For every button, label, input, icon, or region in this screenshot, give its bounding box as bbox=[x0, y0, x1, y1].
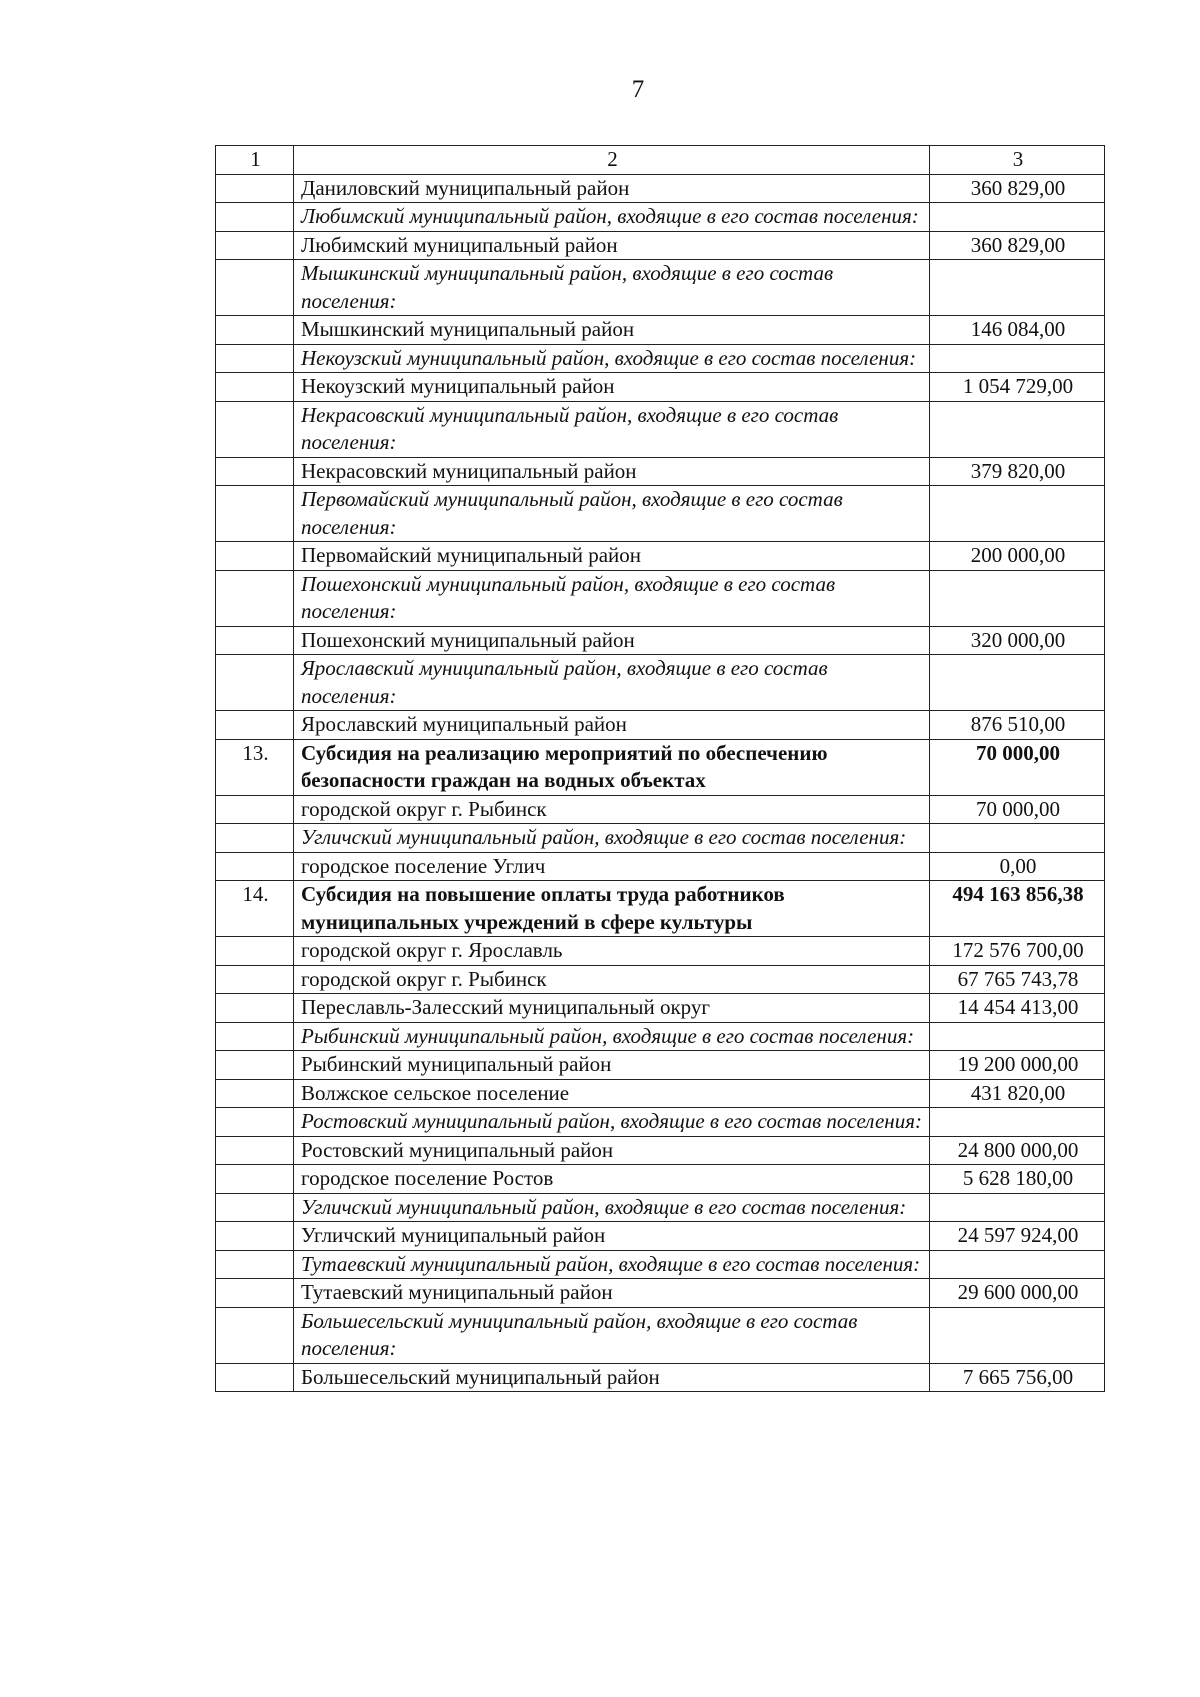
group-heading-row bbox=[216, 260, 1105, 316]
recipient-name: Большесельский муниципальный район bbox=[294, 1363, 930, 1392]
table-row bbox=[216, 1363, 1105, 1392]
table-row bbox=[216, 457, 1105, 486]
subsidy-amount: 876 510,00 bbox=[930, 711, 1105, 740]
table-row bbox=[216, 231, 1105, 260]
group-heading-row bbox=[216, 1108, 1105, 1137]
row-number-cell bbox=[216, 401, 294, 457]
section-number: 13. bbox=[216, 739, 294, 795]
group-heading: Угличский муниципальный район, входящие в его состав поселения: bbox=[294, 1193, 930, 1222]
table-row bbox=[216, 1165, 1105, 1194]
section-row bbox=[216, 881, 1105, 937]
recipient-name: городское поселение Ростов bbox=[294, 1165, 930, 1194]
table-row bbox=[216, 1079, 1105, 1108]
group-heading: Ростовский муниципальный район, входящие в его состав поселения: bbox=[294, 1108, 930, 1137]
subsidy-amount: 146 084,00 bbox=[930, 316, 1105, 345]
column-amount-header: 3 bbox=[930, 146, 1105, 175]
recipient-name: Любимский муниципальный район bbox=[294, 231, 930, 260]
subsidy-amount: 24 597 924,00 bbox=[930, 1222, 1105, 1251]
recipient-name: Первомайский муниципальный район bbox=[294, 542, 930, 571]
group-heading: Ярославский муниципальный район, входящие в его состав поселения: bbox=[294, 655, 930, 711]
subsidy-amount: 360 829,00 bbox=[930, 174, 1105, 203]
row-number-cell bbox=[216, 260, 294, 316]
group-heading-row bbox=[216, 655, 1105, 711]
group-heading: Пошехонский муниципальный район, входящие в его состав поселения: bbox=[294, 570, 930, 626]
recipient-name: Некрасовский муниципальный район bbox=[294, 457, 930, 486]
group-heading: Большесельский муниципальный район, входящие в его состав поселения: bbox=[294, 1307, 930, 1363]
subsidy-amount: 360 829,00 bbox=[930, 231, 1105, 260]
row-number-cell bbox=[216, 655, 294, 711]
subsidy-amount: 200 000,00 bbox=[930, 542, 1105, 571]
table-row bbox=[216, 1136, 1105, 1165]
table-row bbox=[216, 937, 1105, 966]
row-number-cell bbox=[216, 965, 294, 994]
subsidy-amount: 172 576 700,00 bbox=[930, 937, 1105, 966]
section-title: Субсидия на реализацию мероприятий по обеспечению безопасности граждан на водных объектах bbox=[294, 739, 930, 795]
group-heading: Мышкинский муниципальный район, входящие в его состав поселения: bbox=[294, 260, 930, 316]
table-row bbox=[216, 542, 1105, 571]
column-number-header: 1 bbox=[216, 146, 294, 175]
table-row bbox=[216, 626, 1105, 655]
recipient-name: городской округ г. Рыбинск bbox=[294, 965, 930, 994]
empty-amount-cell bbox=[930, 1250, 1105, 1279]
group-heading-row bbox=[216, 824, 1105, 853]
table-row bbox=[216, 852, 1105, 881]
group-heading-row bbox=[216, 570, 1105, 626]
recipient-name: городской округ г. Рыбинск bbox=[294, 795, 930, 824]
group-heading: Некоузский муниципальный район, входящие в его состав поселения: bbox=[294, 344, 930, 373]
row-number-cell bbox=[216, 457, 294, 486]
group-heading: Первомайский муниципальный район, входящие в его состав поселения: bbox=[294, 486, 930, 542]
subsidy-amount: 19 200 000,00 bbox=[930, 1051, 1105, 1080]
subsidy-amount: 379 820,00 bbox=[930, 457, 1105, 486]
section-number: 14. bbox=[216, 881, 294, 937]
row-number-cell bbox=[216, 1250, 294, 1279]
section-total-amount: 494 163 856,38 bbox=[930, 881, 1105, 937]
table-row bbox=[216, 1222, 1105, 1251]
empty-amount-cell bbox=[930, 1108, 1105, 1137]
row-number-cell bbox=[216, 1022, 294, 1051]
subsidy-distribution-table bbox=[215, 145, 1105, 1392]
subsidy-amount: 24 800 000,00 bbox=[930, 1136, 1105, 1165]
row-number-cell bbox=[216, 1222, 294, 1251]
row-number-cell bbox=[216, 1363, 294, 1392]
row-number-cell bbox=[216, 174, 294, 203]
row-number-cell bbox=[216, 542, 294, 571]
table-row bbox=[216, 711, 1105, 740]
recipient-name: Рыбинский муниципальный район bbox=[294, 1051, 930, 1080]
row-number-cell bbox=[216, 824, 294, 853]
row-number-cell bbox=[216, 626, 294, 655]
row-number-cell bbox=[216, 1136, 294, 1165]
recipient-name: Ярославский муниципальный район bbox=[294, 711, 930, 740]
table-header-row bbox=[216, 146, 1105, 175]
row-number-cell bbox=[216, 316, 294, 345]
recipient-name: Волжское сельское поселение bbox=[294, 1079, 930, 1108]
row-number-cell bbox=[216, 795, 294, 824]
row-number-cell bbox=[216, 486, 294, 542]
table-row bbox=[216, 373, 1105, 402]
group-heading: Любимский муниципальный район, входящие в его состав поселения: bbox=[294, 203, 930, 232]
group-heading-row bbox=[216, 344, 1105, 373]
recipient-name: Ростовский муниципальный район bbox=[294, 1136, 930, 1165]
section-total-amount: 70 000,00 bbox=[930, 739, 1105, 795]
page-number: 7 bbox=[631, 76, 645, 103]
subsidy-amount: 70 000,00 bbox=[930, 795, 1105, 824]
group-heading-row bbox=[216, 203, 1105, 232]
group-heading-row bbox=[216, 1307, 1105, 1363]
recipient-name: Переславль-Залесский муниципальный округ bbox=[294, 994, 930, 1023]
row-number-cell bbox=[216, 937, 294, 966]
column-name-header: 2 bbox=[294, 146, 930, 175]
empty-amount-cell bbox=[930, 344, 1105, 373]
recipient-name: городское поселение Углич bbox=[294, 852, 930, 881]
subsidy-amount: 320 000,00 bbox=[930, 626, 1105, 655]
table-row bbox=[216, 1279, 1105, 1308]
empty-amount-cell bbox=[930, 824, 1105, 853]
table-body bbox=[216, 174, 1105, 1392]
table-row bbox=[216, 174, 1105, 203]
row-number-cell bbox=[216, 203, 294, 232]
recipient-name: Мышкинский муниципальный район bbox=[294, 316, 930, 345]
empty-amount-cell bbox=[930, 260, 1105, 316]
subsidy-amount: 5 628 180,00 bbox=[930, 1165, 1105, 1194]
group-heading-row bbox=[216, 401, 1105, 457]
section-row bbox=[216, 739, 1105, 795]
empty-amount-cell bbox=[930, 486, 1105, 542]
table-row bbox=[216, 965, 1105, 994]
group-heading-row bbox=[216, 486, 1105, 542]
empty-amount-cell bbox=[930, 570, 1105, 626]
row-number-cell bbox=[216, 373, 294, 402]
recipient-name: Угличский муниципальный район bbox=[294, 1222, 930, 1251]
row-number-cell bbox=[216, 852, 294, 881]
empty-amount-cell bbox=[930, 655, 1105, 711]
subsidy-amount: 29 600 000,00 bbox=[930, 1279, 1105, 1308]
empty-amount-cell bbox=[930, 1193, 1105, 1222]
empty-amount-cell bbox=[930, 203, 1105, 232]
recipient-name: Пошехонский муниципальный район bbox=[294, 626, 930, 655]
group-heading: Некрасовский муниципальный район, входящие в его состав поселения: bbox=[294, 401, 930, 457]
subsidy-amount: 14 454 413,00 bbox=[930, 994, 1105, 1023]
row-number-cell bbox=[216, 231, 294, 260]
subsidy-amount: 0,00 bbox=[930, 852, 1105, 881]
group-heading-row bbox=[216, 1022, 1105, 1051]
row-number-cell bbox=[216, 1307, 294, 1363]
recipient-name: Тутаевский муниципальный район bbox=[294, 1279, 930, 1308]
table-row bbox=[216, 795, 1105, 824]
table-row bbox=[216, 316, 1105, 345]
row-number-cell bbox=[216, 570, 294, 626]
row-number-cell bbox=[216, 1165, 294, 1194]
row-number-cell bbox=[216, 1108, 294, 1137]
subsidy-amount: 1 054 729,00 bbox=[930, 373, 1105, 402]
group-heading: Тутаевский муниципальный район, входящие в его состав поселения: bbox=[294, 1250, 930, 1279]
row-number-cell bbox=[216, 711, 294, 740]
section-title: Субсидия на повышение оплаты труда работников муниципальных учреждений в сфере культуры bbox=[294, 881, 930, 937]
row-number-cell bbox=[216, 1279, 294, 1308]
row-number-cell bbox=[216, 994, 294, 1023]
table-row bbox=[216, 994, 1105, 1023]
empty-amount-cell bbox=[930, 1307, 1105, 1363]
row-number-cell bbox=[216, 344, 294, 373]
recipient-name: Даниловский муниципальный район bbox=[294, 174, 930, 203]
subsidy-amount: 431 820,00 bbox=[930, 1079, 1105, 1108]
group-heading: Рыбинский муниципальный район, входящие в его состав поселения: bbox=[294, 1022, 930, 1051]
recipient-name: Некоузский муниципальный район bbox=[294, 373, 930, 402]
group-heading-row bbox=[216, 1250, 1105, 1279]
empty-amount-cell bbox=[930, 401, 1105, 457]
subsidy-amount: 67 765 743,78 bbox=[930, 965, 1105, 994]
table-row bbox=[216, 1051, 1105, 1080]
subsidy-amount: 7 665 756,00 bbox=[930, 1363, 1105, 1392]
group-heading: Угличский муниципальный район, входящие в его состав поселения: bbox=[294, 824, 930, 853]
row-number-cell bbox=[216, 1079, 294, 1108]
empty-amount-cell bbox=[930, 1022, 1105, 1051]
recipient-name: городской округ г. Ярославль bbox=[294, 937, 930, 966]
group-heading-row bbox=[216, 1193, 1105, 1222]
row-number-cell bbox=[216, 1193, 294, 1222]
row-number-cell bbox=[216, 1051, 294, 1080]
